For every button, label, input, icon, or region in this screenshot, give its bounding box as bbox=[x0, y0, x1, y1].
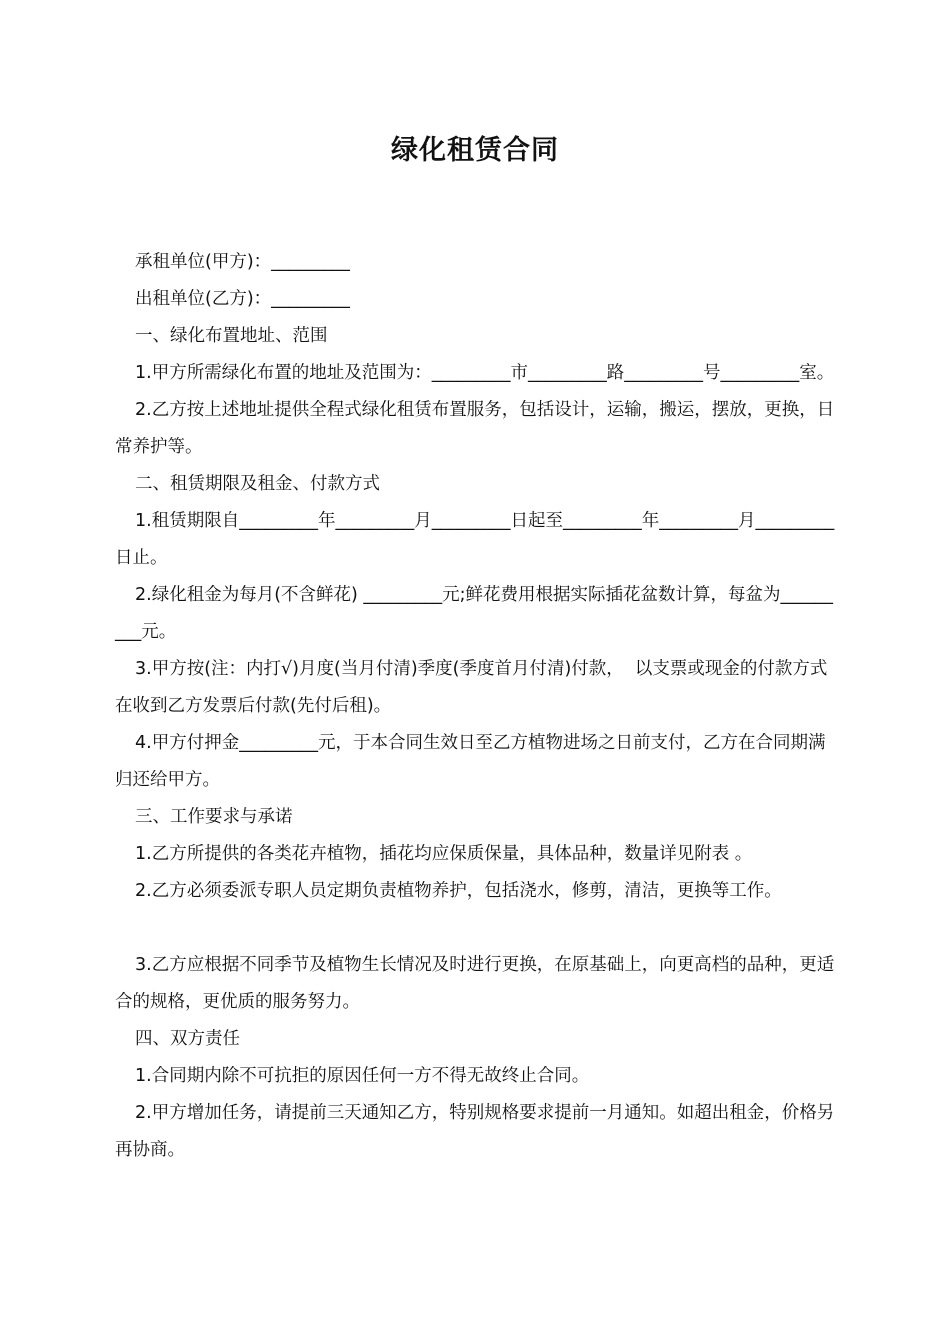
section-3-heading: 三、工作要求与承诺 bbox=[135, 807, 293, 827]
document-body bbox=[115, 244, 840, 1169]
section-1-heading: 一、绿化布置地址、范围 bbox=[135, 326, 328, 346]
section-1-item-1: 1.甲方所需绿化布置的地址及范围为：_________市_________路_________号_________室。 bbox=[135, 363, 835, 383]
document-title: 绿化租赁合同 bbox=[391, 135, 559, 166]
section-1-item-2: 2.乙方按上述地址提供全程式绿化租赁布置服务，包括设计，运输，搬运，摆放，更换，日常养护等。 bbox=[115, 400, 835, 457]
section-2-item-4: 4.甲方付押金_________元，于本合同生效日至乙方植物进场之日前支付，乙方在合同期满归还给甲方。 bbox=[115, 733, 826, 790]
section-3-item-3: 3.乙方应根据不同季节及植物生长情况及时进行更换，在原基础上，向更高档的品种，更适合的规格，更优质的服务努力。 bbox=[115, 955, 835, 1012]
section-4-item-2: 2.甲方增加任务，请提前三天通知乙方，特别规格要求提前一月通知。如超出租金，价格另再协商。 bbox=[115, 1103, 835, 1160]
section-2-item-3: 3.甲方按(注：内打√)月度(当月付清)季度(季度首月付清)付款， 以支票或现金的付款方式在收到乙方发票后付款(先付后租)。 bbox=[115, 659, 828, 716]
section-3-item-2: 2.乙方必须委派专职人员定期负责植物养护，包括浇水，修剪，清洁，更换等工作。 bbox=[135, 881, 782, 901]
blank-line bbox=[115, 910, 840, 947]
lessor-line: 出租单位(乙方)：_________ bbox=[135, 289, 350, 309]
lessee-line: 承租单位(甲方)：_________ bbox=[135, 252, 350, 272]
section-2-item-2: 2.绿化租金为每月(不含鲜花) _________元;鲜花费用根据实际插花盆数计算，每盆为_________元。 bbox=[115, 585, 834, 642]
section-2-heading: 二、租赁期限及租金、付款方式 bbox=[135, 474, 380, 494]
section-4-heading: 四、双方责任 bbox=[135, 1029, 240, 1049]
section-2-item-1: 1.租赁期限自_________年_________月_________日起至_________年_________月_________日止。 bbox=[115, 511, 835, 568]
section-3-item-1: 1.乙方所提供的各类花卉植物，插花均应保质保量，具体品种，数量详见附表 。 bbox=[135, 844, 753, 864]
section-4-item-1: 1.合同期内除不可抗拒的原因任何一方不得无故终止合同。 bbox=[135, 1066, 590, 1086]
